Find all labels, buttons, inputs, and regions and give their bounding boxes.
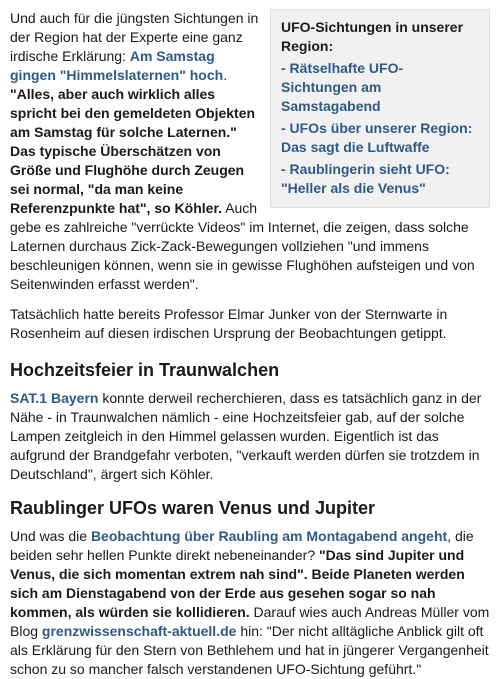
paragraph-text: Und auch für die jüngsten Sichtungen in der Region hat der Experte eine ganz irdische Erklärung: <box>10 10 259 64</box>
paragraph-junker: Tatsächlich hatte bereits Professor Elmar Junker von der Sternwarte in Rosenheim auf diesen irdischen Ursprung der Beobachtungen getippt. <box>10 306 448 341</box>
paragraph-text: Auch gebe es zahlreiche "verrückte Videos" im Internet, die zeigen, dass solche Laternen durchaus Zick-Zack-Bewegungen vollziehen "und immens beschleunigen können, wenn sie in gewisse Flughöhen aufsteigen und von Seitenwinden erfasst werden". <box>10 200 475 292</box>
paragraph-sat1 <box>10 389 490 484</box>
related-link-luftwaffe[interactable]: - UFOs über unserer Region: Das sagt die Luftwaffe <box>281 120 473 155</box>
quote-jupiter-venus: "Das sind Jupiter und Venus, die sich momentan extrem nah sind". Beide Planeten werden sich am Dienstagabend von der Erde aus gesehen sogar so nah kommen, als würden sie kollidieren. <box>10 547 465 620</box>
paragraph-text: hin: "Der nicht alltägliche Anblick gilt oft als Erklärung für den Stern von Bethlehem und hat in jüngerer Vergangenheit schon zu so mancher falsch verstandenen UFO-Sichtung geführt." <box>10 623 489 677</box>
related-articles-box <box>270 9 490 208</box>
related-link-raublingerin[interactable]: - Raublingerin sieht UFO: "Heller als die Venus" <box>281 161 450 196</box>
link-himmelslaternen[interactable]: Am Samstag gingen "Himmelslaternen" hoch <box>10 48 224 83</box>
heading-hochzeitsfeier: Hochzeitsfeier in Traunwalchen <box>10 360 280 380</box>
link-grenzwissenschaft[interactable]: grenzwissenschaft-aktuell.de <box>41 623 237 639</box>
paragraph-text: Darauf wies auch Andreas Müller vom Blog <box>10 604 490 639</box>
paragraph-text: Und was die <box>10 528 91 544</box>
related-title: UFO-Sichtungen in unserer Region: <box>281 19 464 54</box>
paragraph-raubling <box>10 527 490 679</box>
paragraph-text: , die beiden sehr hellen Punkte direkt nebeneinander? <box>10 528 474 563</box>
link-sat1-bayern[interactable]: SAT.1 Bayern <box>10 390 99 406</box>
heading-venus-jupiter: Raublinger UFOs waren Venus und Jupiter <box>10 498 376 518</box>
quote-koehler: "Alles, aber auch wirklich alles spricht bei den gemeldeten Objekten am Samstag für solche Laternen." Das typische Überschätzen von Größe und Flughöhe durch Zeugen sei normal, "da man keine Referenzpunkte hat", so Köhler. <box>10 86 256 216</box>
link-beobachtung-raubling[interactable]: Beobachtung über Raubling am Montagabend angeht <box>90 528 448 544</box>
paragraph-text: konnte derweil recherchieren, dass es tatsächlich ganz in der Nähe - in Traunwalchen nämlich - eine Hochzeitsfeier gab, auf der solche Lampen zeitgleich in den Himmel gelassen wurden. Eigentlich ist das aufgrund der Brandgefahr verboten, "verkauft werden dürfen sie trotzdem in Deutschland", ärgert sich Köhler. <box>10 390 482 482</box>
related-link-raetselhafte-sichtungen[interactable]: - Rätselhafte UFO-Sichtungen am Samstagabend <box>281 60 404 114</box>
paragraph-text: . <box>223 67 228 83</box>
